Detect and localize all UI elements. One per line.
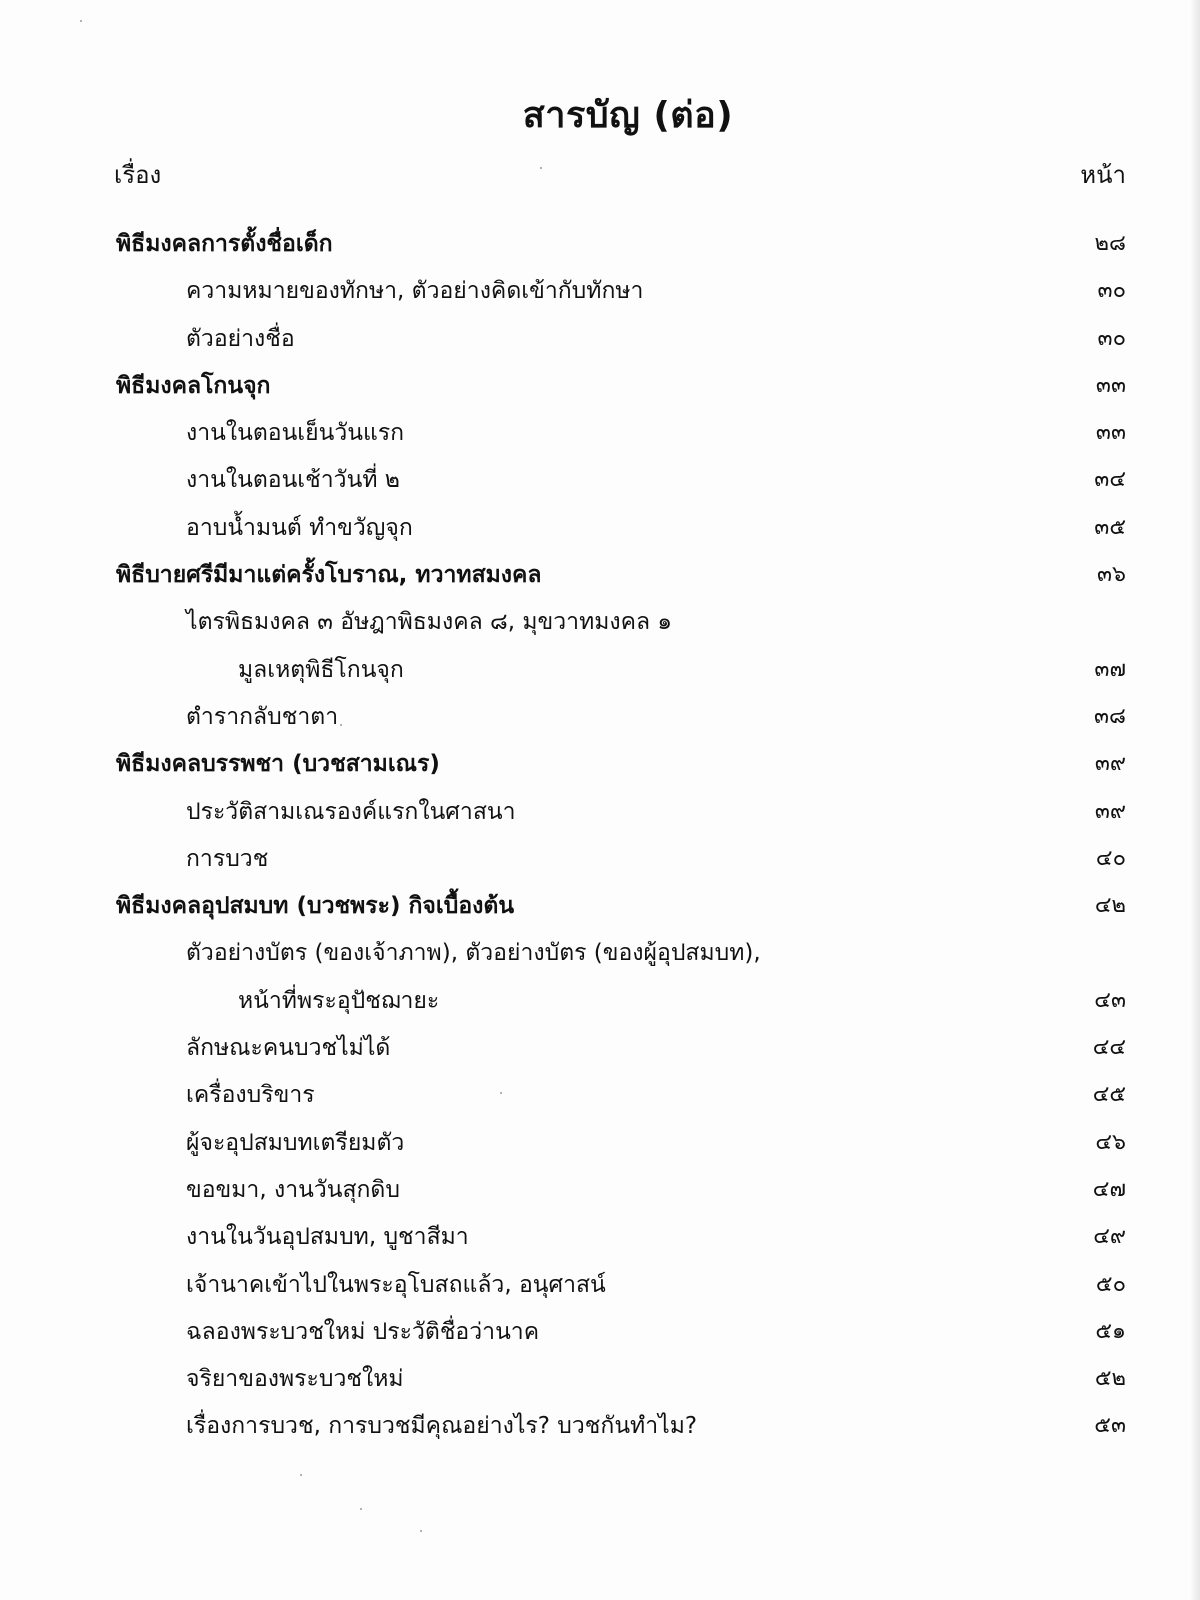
toc-page-number: ๓๓ [1095, 372, 1126, 398]
toc-entry-text: งานในตอนเย็นวันแรก [186, 420, 405, 447]
toc-entry-text: พิธีบายศรีมีมาแต่ครั้งโบราณ, ทวาทสมงคล [116, 562, 542, 589]
toc-entry-text: ขอขมา, งานวันสุกดิบ [186, 1176, 400, 1203]
toc-entry [0, 1312, 1200, 1359]
toc-entry [0, 1359, 1200, 1406]
toc-entry-text: ไตรพิธมงคล ๓ อัษฎาพิธมงคล ๘, มุขวาทมงคล ๑ [186, 609, 673, 636]
toc-page-number: ๓๙ [1094, 798, 1126, 824]
toc-entry-text: ลักษณะคนบวชไม่ได้ [186, 1035, 391, 1062]
toc-entry-text: ผู้จะอุปสมบทเตรียมตัว [186, 1129, 405, 1156]
toc-entry [0, 1406, 1200, 1453]
toc-entry [0, 602, 1200, 649]
toc-page-number: ๓๖ [1096, 562, 1126, 588]
toc-entry-text: งานในตอนเช้าวันที่ ๒ [186, 467, 400, 494]
toc-entry-text: ประวัติสามเณรองค์แรกในศาสนา [186, 798, 516, 825]
table-of-contents [0, 224, 1200, 1454]
toc-page-number: ๕๓ [1094, 1413, 1126, 1439]
toc-entry-text: พิธีมงคลบรรพชา (บวชสามเณร) [116, 751, 440, 778]
toc-entry-text: พิธีมงคลอุปสมบท (บวชพระ) กิจเบื้องต้น [116, 893, 515, 920]
toc-entry [0, 271, 1200, 318]
column-header-topic: เรื่อง [114, 161, 162, 189]
scan-speck [360, 1508, 362, 1510]
scan-speck [80, 20, 82, 22]
toc-page-number: ๓๗ [1094, 656, 1126, 682]
toc-entry-text: หน้าที่พระอุปัชฌายะ [238, 987, 440, 1014]
toc-entry-text: พิธีมงคลโกนจุก [116, 372, 271, 399]
toc-page-number: ๔๓ [1094, 987, 1126, 1013]
toc-page-number: ๔๐ [1095, 845, 1126, 871]
scan-speck [340, 724, 342, 726]
toc-entry-text: เครื่องบริขาร [186, 1082, 315, 1109]
toc-entry-text: การบวช [186, 845, 269, 872]
toc-page-number: ๕๐ [1095, 1271, 1126, 1297]
toc-entry-text: ตำรากลับชาตา [186, 703, 339, 730]
page-title: สารบัญ (ต่อ) [522, 95, 734, 136]
toc-entry [0, 839, 1200, 886]
scan-speck [500, 1092, 502, 1094]
toc-entry-continuation [0, 981, 1200, 1028]
toc-entry-continuation [0, 650, 1200, 697]
toc-entry [0, 1265, 1200, 1312]
toc-page-number: ๓๘ [1093, 703, 1126, 729]
toc-entry-text: มูลเหตุพิธีโกนจุก [238, 656, 404, 683]
toc-page-number: ๔๒ [1094, 893, 1126, 919]
toc-entry [0, 1170, 1200, 1217]
toc-entry-text: ตัวอย่างชื่อ [186, 325, 295, 352]
column-header-page: หน้า [1080, 161, 1126, 189]
toc-page-number: ๓๕ [1094, 514, 1126, 540]
toc-section-heading [0, 886, 1200, 933]
toc-page-number: ๔๔ [1092, 1035, 1126, 1061]
toc-section-heading [0, 224, 1200, 271]
toc-page-number: ๓๓ [1095, 420, 1126, 446]
toc-entry [0, 933, 1200, 980]
toc-page-number: ๒๘ [1094, 231, 1126, 256]
toc-page-number: ๓๐ [1097, 325, 1126, 351]
toc-entry-text: พิธีมงคลการตั้งชื่อเด็ก [116, 231, 333, 257]
toc-entry [0, 319, 1200, 366]
toc-section-heading [0, 744, 1200, 791]
toc-entry [0, 460, 1200, 507]
toc-entry-text: จริยาของพระบวชใหม่ [186, 1366, 404, 1393]
toc-page-number: ๔๗ [1092, 1176, 1126, 1202]
toc-page-number: ๕๒ [1094, 1366, 1126, 1392]
toc-entry [0, 1028, 1200, 1075]
toc-entry [0, 413, 1200, 460]
toc-entry-text: งานในวันอุปสมบท, บูชาสีมา [186, 1224, 469, 1251]
toc-entry-text: อาบน้ำมนต์ ทำขวัญจุก [186, 514, 413, 541]
toc-entry-text: เรื่องการบวช, การบวชมีคุณอย่างไร? บวชกันทำไม? [186, 1413, 698, 1440]
toc-entry-text: ฉลองพระบวชใหม่ ประวัติชื่อว่านาค [186, 1318, 540, 1345]
scan-speck [420, 1530, 422, 1532]
toc-entry [0, 508, 1200, 555]
toc-section-heading [0, 366, 1200, 413]
toc-entry [0, 1217, 1200, 1264]
toc-page-number: ๓๐ [1097, 278, 1126, 304]
toc-page-number: ๔๕ [1092, 1082, 1126, 1108]
toc-page-number: ๔๙ [1093, 1224, 1126, 1250]
toc-entry [0, 1075, 1200, 1122]
toc-entry-text: ตัวอย่างบัตร (ของเจ้าภาพ), ตัวอย่างบัตร (ของผู้อุปสมบท), [186, 940, 761, 967]
toc-page-number: ๓๙ [1094, 751, 1126, 777]
toc-entry [0, 1123, 1200, 1170]
toc-entry [0, 697, 1200, 744]
toc-entry [0, 792, 1200, 839]
toc-page-number: ๓๔ [1094, 467, 1126, 493]
toc-page-number: ๔๖ [1095, 1129, 1126, 1155]
toc-entry-text: ความหมายของทักษา, ตัวอย่างคิดเข้ากับทักษา [186, 278, 644, 305]
scan-speck [300, 1474, 302, 1476]
toc-page-number: ๕๑ [1095, 1318, 1126, 1344]
scan-speck [540, 167, 542, 169]
toc-section-heading [0, 555, 1200, 602]
toc-entry-text: เจ้านาคเข้าไปในพระอุโบสถแล้ว, อนุศาสน์ [186, 1271, 606, 1298]
